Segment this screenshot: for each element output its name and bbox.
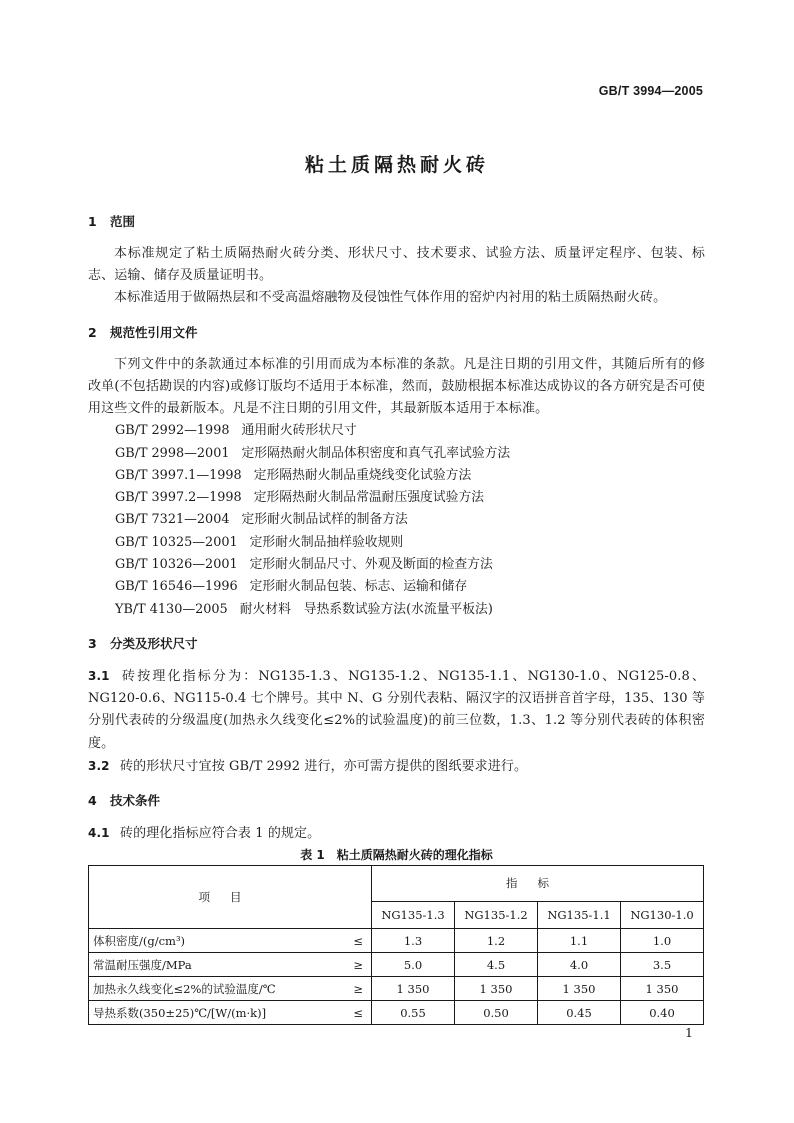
section-number: 4 — [88, 792, 97, 808]
item-column-header: 项目 — [89, 866, 372, 929]
row-operator: ≥ — [335, 953, 372, 977]
table-cell: 1 350 — [621, 977, 704, 1001]
clause-3-2 — [88, 755, 705, 778]
section-2-heading — [88, 322, 705, 344]
section-title: 技术条件 — [110, 792, 161, 808]
reference-title: 定形耐火制品包装、标志、运输和储存 — [249, 579, 468, 595]
table-cell: 0.55 — [372, 1001, 455, 1025]
section-number: 2 — [88, 324, 97, 340]
table-cell: 1 350 — [372, 977, 455, 1001]
table-row — [89, 929, 704, 953]
table-cell: 1.1 — [538, 929, 621, 953]
table-cell: 5.0 — [372, 953, 455, 977]
table-cell: 1.3 — [372, 929, 455, 953]
properties-table — [88, 865, 704, 1025]
row-label: 导热系数(350±25)℃/[W/(m·k)] — [89, 1001, 336, 1025]
reference-title: 定形耐火制品尺寸、外观及断面的检查方法 — [249, 557, 493, 572]
clause-number: 3.1 — [88, 668, 110, 683]
row-label: 常温耐压强度/MPa — [89, 953, 336, 977]
reference-item — [88, 532, 705, 554]
reference-item — [88, 443, 705, 465]
index-column-header: 指标 — [372, 866, 704, 902]
row-operator: ≤ — [335, 1001, 372, 1025]
grade-header: NG135-1.3 — [372, 901, 455, 929]
reference-code: GB/T 2998—2001 — [115, 445, 230, 461]
table-cell: 1 350 — [455, 977, 538, 1001]
reference-title: 耐火材料 导热系数试验方法(水流量平板法) — [239, 601, 493, 617]
section-title: 分类及形状尺寸 — [110, 635, 198, 651]
clause-number: 4.1 — [88, 825, 110, 840]
reference-code: GB/T 3997.2—1998 — [115, 490, 242, 506]
reference-title: 定形隔热耐火制品体积密度和真气孔率试验方法 — [241, 445, 511, 461]
clause-text: 砖按理化指标分为：NG135-1.3、NG135-1.2、NG135-1.1、NG130-1.0、NG125-0.8、NG120-0.6、NG115-0.4 七个牌号。其中 N、G 分别代表粘、隔汉字的汉语拼音首字母，135、130 等分别代表砖的分级温度(加热永久线变化≤2%的试验温度)的前三位数，1.3、1.2 等分别代表砖的体积密度。 — [88, 668, 705, 751]
reference-item — [88, 554, 705, 576]
table-row — [89, 953, 704, 977]
section-1-heading — [88, 211, 705, 233]
table-row — [89, 977, 704, 1001]
table-cell: 1.2 — [455, 929, 538, 953]
table-cell: 4.5 — [455, 953, 538, 977]
row-operator: ≤ — [335, 929, 372, 953]
scope-paragraph-1: 本标准规定了粘土质隔热耐火砖分类、形状尺寸、技术要求、试验方法、质量评定程序、包装、标志、运输、储存及质量证明书。 — [88, 246, 705, 284]
reference-code: GB/T 10326—2001 — [115, 557, 238, 572]
reference-title: 定形隔热耐火制品重烧线变化试验方法 — [253, 467, 472, 483]
row-label: 体积密度/(g/cm³) — [89, 929, 336, 953]
clause-number: 3.2 — [88, 758, 110, 773]
reference-title: 定形耐火制品抽样验收规则 — [249, 534, 404, 550]
table-cell: 1.0 — [621, 929, 704, 953]
reference-item — [88, 509, 705, 531]
scope-paragraph-2: 本标准适用于做隔热层和不受高温熔融物及侵蚀性气体作用的窑炉内衬用的粘土质隔热耐火砖。 — [114, 290, 667, 306]
standard-code: GB/T 3994—2005 — [598, 84, 703, 98]
reference-code: GB/T 7321—2004 — [115, 512, 230, 528]
section-4-heading — [88, 790, 705, 812]
reference-code: GB/T 3997.1—1998 — [115, 467, 242, 483]
reference-code: GB/T 2992—1998 — [115, 423, 230, 439]
row-operator: ≥ — [335, 977, 372, 1001]
clause-text: 砖的形状尺寸宜按 GB/T 2992 进行，亦可需方提供的图纸要求进行。 — [120, 758, 528, 774]
section-number: 3 — [88, 635, 97, 651]
reference-title: 定形耐火制品试样的制备方法 — [241, 512, 408, 528]
grade-header: NG135-1.2 — [455, 901, 538, 929]
row-label: 加热永久线变化≤2%的试验温度/℃ — [89, 977, 336, 1001]
reference-list — [88, 420, 705, 621]
reference-item — [88, 576, 705, 598]
reference-item — [88, 487, 705, 509]
reference-item — [88, 465, 705, 487]
references-intro: 下列文件中的条款通过本标准的引用而成为本标准的条款。凡是注日期的引用文件，其随后所有的修改单(不包括勘误的内容)或修订版均不适用于本标准，然而，鼓励根据本标准达成协议的各方研究是否可使用这些文件的最新版本。凡是不注日期的引用文件，其最新版本适用于本标准。 — [88, 356, 705, 417]
clause-4-1 — [88, 822, 705, 845]
reference-code: GB/T 16546—1996 — [115, 579, 238, 595]
table-cell: 0.45 — [538, 1001, 621, 1025]
reference-code: YB/T 4130—2005 — [115, 601, 228, 617]
document-body — [88, 211, 705, 1025]
grade-header: NG135-1.1 — [538, 901, 621, 929]
section-title: 范围 — [110, 214, 136, 229]
table-cell: 4.0 — [538, 953, 621, 977]
reference-code: GB/T 10325—2001 — [115, 534, 238, 550]
table-cell: 0.50 — [455, 1001, 538, 1025]
table-cell: 3.5 — [621, 953, 704, 977]
reference-item — [88, 599, 705, 621]
page-title: 粘土质隔热耐火砖 — [304, 154, 489, 176]
section-3-heading — [88, 633, 705, 655]
reference-title: 定形隔热耐火制品常温耐压强度试验方法 — [253, 490, 485, 506]
section-number: 1 — [88, 214, 97, 229]
table-cell: 0.40 — [621, 1001, 704, 1025]
clause-text: 砖的理化指标应符合表 1 的规定。 — [120, 825, 321, 841]
reference-item — [88, 420, 705, 442]
clause-3-1 — [88, 665, 705, 755]
grade-header: NG130-1.0 — [621, 901, 704, 929]
table-row — [89, 1001, 704, 1025]
table-cell: 1 350 — [538, 977, 621, 1001]
reference-title: 通用耐火砖形状尺寸 — [241, 423, 357, 439]
page-number: 1 — [685, 1025, 693, 1040]
section-title: 规范性引用文件 — [110, 324, 198, 340]
table-header-row — [89, 866, 704, 902]
table-caption: 表 1 粘土质隔热耐火砖的理化指标 — [300, 848, 493, 863]
